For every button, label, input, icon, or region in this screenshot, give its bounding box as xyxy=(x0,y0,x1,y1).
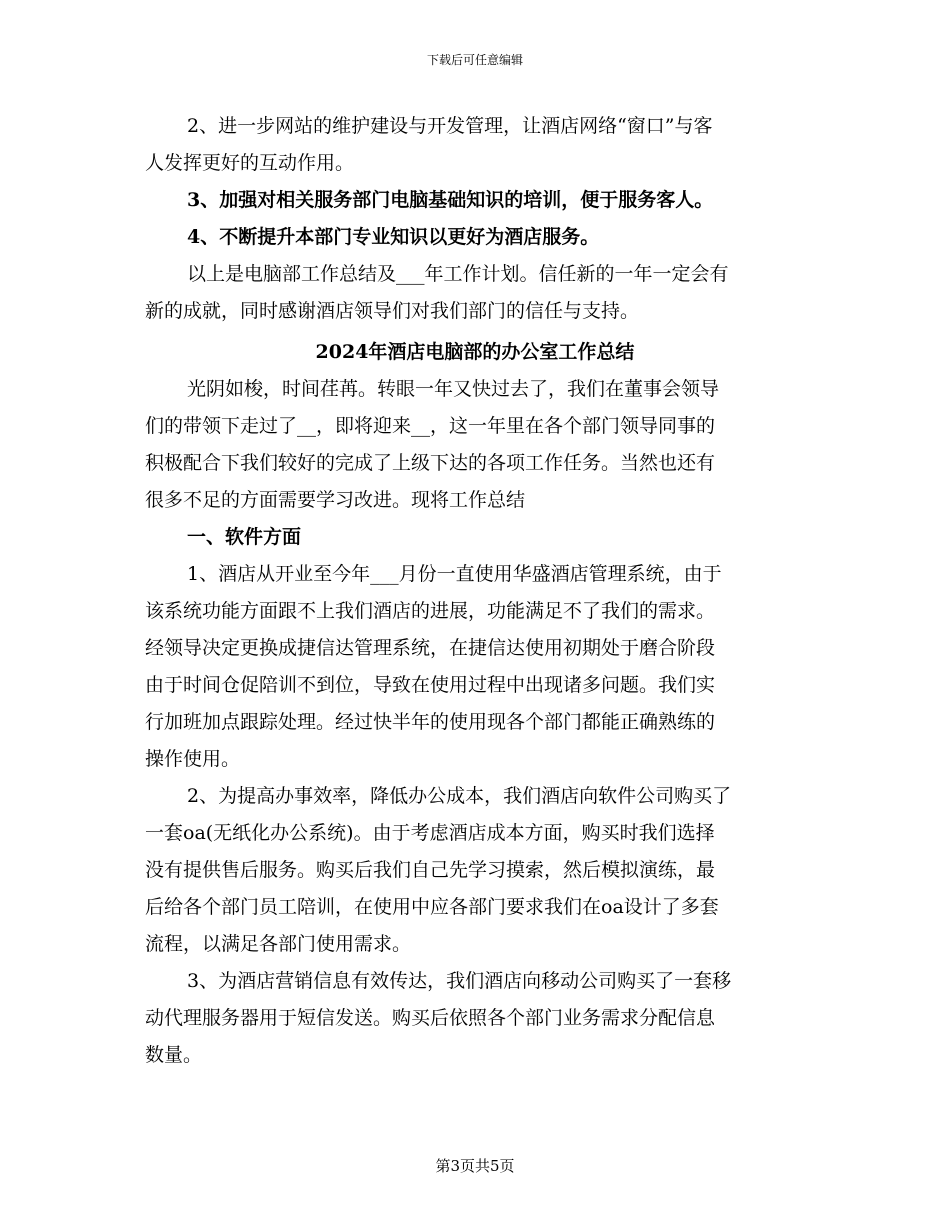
paragraph-line: 4、不断提升本部门专业知识以更好为酒店服务。 xyxy=(187,226,600,248)
page-footer: 第3页共5页 xyxy=(435,1157,515,1175)
paragraph-line: 积极配合下我们较好的完成了上级下达的各项工作任务。当然也还有 xyxy=(145,452,716,474)
paragraph-line: 2、为提高办事效率，降低办公成本，我们酒店向软件公司购买了 xyxy=(187,785,732,807)
paragraph-line: 该系统功能方面跟不上我们酒店的进展，功能满足不了我们的需求。 xyxy=(145,600,716,622)
paragraph-line: 经领导决定更换成捷信达管理系统，在捷信达使用初期处于磨合阶段 xyxy=(145,637,716,659)
paragraph-line: 一套oa(无纸化办公系统)。由于考虑酒店成本方面，购买时我们选择 xyxy=(145,822,715,844)
paragraph-line: 流程，以满足各部门使用需求。 xyxy=(145,933,412,955)
paragraph-line: 由于时间仓促陪训不到位，导致在使用过程中出现诸多问题。我们实 xyxy=(145,674,716,696)
paragraph-line: 2、进一步网站的维护建设与开发管理，让酒店网络“窗口”与客 xyxy=(187,115,713,137)
page-header: 下载后可任意编辑 xyxy=(426,53,523,67)
paragraph-line: 3、加强对相关服务部门电脑基础知识的培训，便于服务客人。 xyxy=(187,189,714,211)
paragraph-line: 没有提供售后服务。购买后我们自己先学习摸索，然后模拟演练，最 xyxy=(145,859,716,881)
subsection-heading: 一、软件方面 xyxy=(187,526,302,548)
paragraph-line: 数量。 xyxy=(145,1044,203,1066)
paragraph-line: 行加班加点跟踪处理。经过快半年的使用现各个部门都能正确熟练的 xyxy=(145,711,716,733)
section-title: 2024年酒店电脑部的办公室工作总结 xyxy=(315,341,635,363)
paragraph-line: 很多不足的方面需要学习改进。现将工作总结 xyxy=(145,489,526,511)
paragraph-line: 1、酒店从开业至今年___月份一直使用华盛酒店管理系统，由于 xyxy=(187,563,722,585)
paragraph-line: 后给各个部门员工陪训，在使用中应各部门要求我们在oa设计了多套 xyxy=(145,896,719,918)
paragraph-line: 们的带领下走过了__，即将迎来__，这一年里在各个部门领导同事的 xyxy=(145,415,716,437)
paragraph-line: 光阴如梭，时间荏苒。转眼一年又快过去了，我们在董事会领导 xyxy=(187,378,720,400)
paragraph-line: 动代理服务器用于短信发送。购买后依照各个部门业务需求分配信息 xyxy=(145,1007,716,1029)
paragraph-line: 以上是电脑部工作总结及___年工作计划。信任新的一年一定会有 xyxy=(187,263,729,285)
paragraph-line: 新的成就，同时感谢酒店领导们对我们部门的信任与支持。 xyxy=(145,300,640,322)
paragraph-line: 人发挥更好的互动作用。 xyxy=(145,152,355,174)
paragraph-line: 操作使用。 xyxy=(145,748,241,770)
paragraph-line: 3、为酒店营销信息有效传达，我们酒店向移动公司购买了一套移 xyxy=(187,970,732,992)
